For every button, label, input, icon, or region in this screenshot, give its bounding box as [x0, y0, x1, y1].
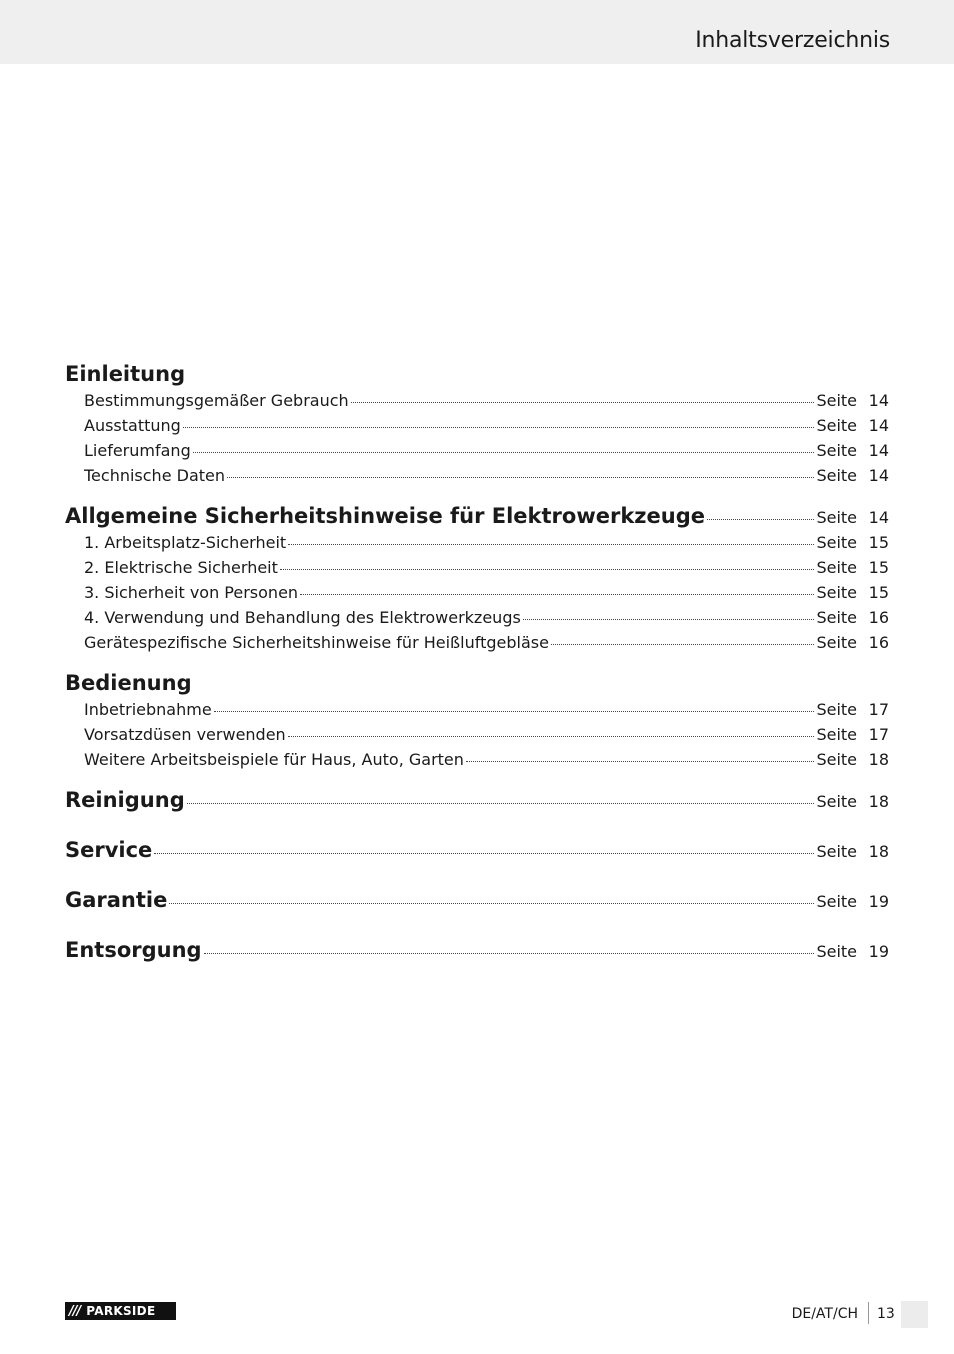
dot-leader — [707, 519, 814, 520]
toc-section-entsorgung[interactable] — [65, 936, 889, 964]
toc-entry-page: 18 — [868, 750, 889, 769]
toc-entry-page: 14 — [868, 391, 889, 410]
toc-entry-page: 14 — [868, 416, 889, 435]
seite-label: Seite — [816, 466, 857, 485]
table-of-contents — [65, 360, 889, 986]
toc-entry-page: 15 — [868, 533, 889, 552]
toc-entry-label: Gerätespezifische Sicherheitshinweise für Heißluftgebläse — [84, 633, 549, 652]
toc-section-page: 18 — [868, 842, 889, 861]
toc-entry-label: Bestimmungsgemäßer Gebrauch — [84, 391, 349, 410]
toc-section-page: 18 — [868, 792, 889, 811]
logo-text: PARKSIDE — [86, 1304, 156, 1318]
toc-section-heading: Einleitung — [65, 362, 186, 386]
toc-entry-label: Vorsatzdüsen verwenden — [84, 725, 286, 744]
toc-section-service[interactable] — [65, 836, 889, 864]
toc-entry-label: 3. Sicherheit von Personen — [84, 583, 299, 602]
dot-leader — [466, 761, 815, 762]
toc-entry-label: 4. Verwendung und Behandlung des Elektrowerkzeugs — [84, 608, 521, 627]
toc-entry-page: 14 — [868, 441, 889, 460]
seite-label: Seite — [816, 608, 857, 627]
toc-section-heading: Garantie — [65, 888, 168, 912]
toc-entry[interactable] — [65, 722, 889, 747]
dot-leader — [351, 402, 815, 403]
toc-entry-label: Lieferumfang — [84, 441, 191, 460]
dot-leader — [280, 569, 815, 570]
toc-entry-label: Ausstattung — [84, 416, 181, 435]
toc-section-heading-row[interactable] — [65, 502, 889, 530]
seite-label: Seite — [816, 558, 857, 577]
toc-section-einleitung — [65, 360, 889, 488]
seite-label: Seite — [816, 892, 857, 911]
region-code: DE/AT/CH — [791, 1306, 858, 1322]
toc-section-sicherheitshinweise — [65, 502, 889, 655]
toc-entry-label: Weitere Arbeitsbeispiele für Haus, Auto, Garten — [84, 750, 464, 769]
toc-entry[interactable] — [65, 697, 889, 722]
toc-entry[interactable] — [65, 630, 889, 655]
dot-leader — [227, 477, 814, 478]
dot-leader — [187, 803, 815, 804]
seite-label: Seite — [816, 583, 857, 602]
seite-label: Seite — [816, 508, 857, 527]
toc-entry-page: 15 — [868, 558, 889, 577]
dot-leader — [551, 644, 815, 645]
toc-entry[interactable] — [65, 605, 889, 630]
dot-leader — [154, 853, 814, 854]
toc-section-heading: Allgemeine Sicherheitshinweise für Elektrowerkzeuge — [65, 504, 705, 528]
toc-section-bedienung — [65, 669, 889, 772]
seite-label: Seite — [816, 416, 857, 435]
seite-label: Seite — [816, 750, 857, 769]
toc-entry[interactable] — [65, 463, 889, 488]
parkside-logo — [65, 1302, 176, 1320]
footer-divider — [868, 1302, 869, 1324]
seite-label: Seite — [816, 942, 857, 961]
logo-slashes: /// — [69, 1303, 81, 1319]
seite-label: Seite — [816, 441, 857, 460]
page-title: Inhaltsverzeichnis — [695, 28, 890, 53]
toc-section-heading: Service — [65, 838, 153, 862]
seite-label: Seite — [816, 533, 857, 552]
toc-entry[interactable] — [65, 530, 889, 555]
dot-leader — [288, 544, 814, 545]
toc-entry-label: Technische Daten — [84, 466, 226, 485]
seite-label: Seite — [816, 391, 857, 410]
toc-section-heading: Reinigung — [65, 788, 185, 812]
toc-section-reinigung[interactable] — [65, 786, 889, 814]
toc-section-page: 14 — [868, 508, 889, 527]
toc-section-heading: Entsorgung — [65, 938, 202, 962]
dot-leader — [204, 953, 815, 954]
dot-leader — [193, 452, 815, 453]
toc-entry[interactable] — [65, 747, 889, 772]
toc-entry-page: 17 — [868, 700, 889, 719]
toc-entry-label: Inbetriebnahme — [84, 700, 212, 719]
page-number: 13 — [877, 1306, 895, 1322]
toc-entry[interactable] — [65, 388, 889, 413]
toc-entry[interactable] — [65, 555, 889, 580]
seite-label: Seite — [816, 792, 857, 811]
toc-entry[interactable] — [65, 413, 889, 438]
dot-leader — [183, 427, 815, 428]
toc-entry-page: 15 — [868, 583, 889, 602]
toc-entry-page: 17 — [868, 725, 889, 744]
dot-leader — [214, 711, 815, 712]
toc-entry[interactable] — [65, 438, 889, 463]
seite-label: Seite — [816, 700, 857, 719]
seite-label: Seite — [816, 725, 857, 744]
toc-section-page: 19 — [868, 942, 889, 961]
dot-leader — [288, 736, 815, 737]
toc-section-heading: Bedienung — [65, 671, 192, 695]
toc-entry-page: 16 — [868, 608, 889, 627]
dot-leader — [523, 619, 815, 620]
toc-entry[interactable] — [65, 580, 889, 605]
toc-entry-page: 16 — [868, 633, 889, 652]
toc-section-garantie[interactable] — [65, 886, 889, 914]
toc-entry-page: 14 — [868, 466, 889, 485]
footer-box — [901, 1301, 928, 1328]
toc-entry-label: 2. Elektrische Sicherheit — [84, 558, 278, 577]
seite-label: Seite — [816, 633, 857, 652]
toc-section-page: 19 — [868, 892, 889, 911]
dot-leader — [169, 903, 814, 904]
toc-entry-label: 1. Arbeitsplatz-Sicherheit — [84, 533, 287, 552]
dot-leader — [300, 594, 814, 595]
seite-label: Seite — [816, 842, 857, 861]
